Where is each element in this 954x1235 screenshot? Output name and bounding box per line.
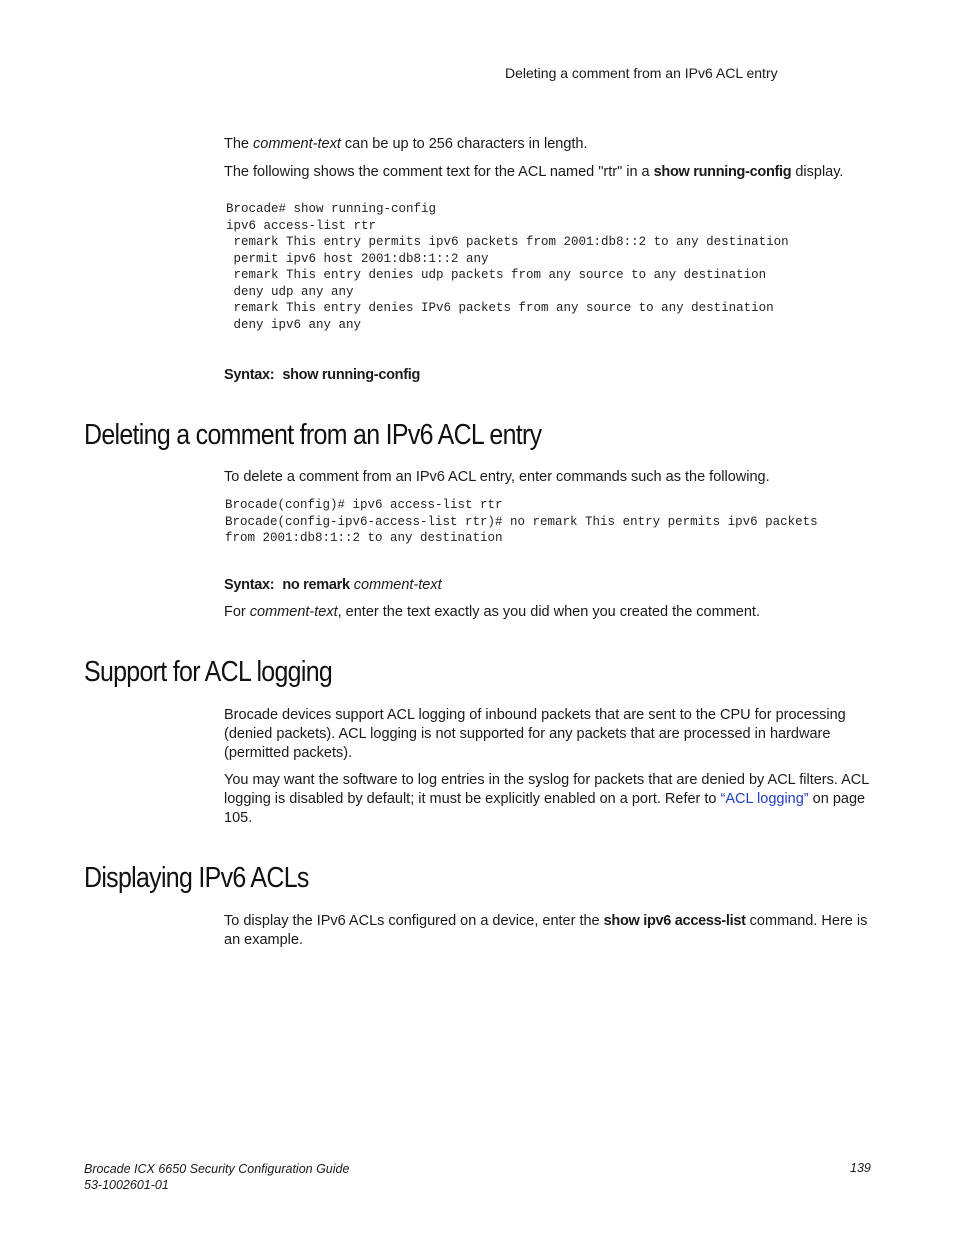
code-line: from 2001:db8:1::2 to any destination: [225, 531, 503, 545]
syntax-no-remark: [224, 576, 442, 595]
section-heading-acl-logging: Support for ACL logging: [84, 656, 333, 688]
intro-p2-command: show running-config: [653, 164, 792, 180]
syntax-argument: comment-text: [353, 577, 442, 593]
intro-p1-pre: The: [224, 136, 254, 152]
syntax-command: show running-config: [282, 367, 421, 383]
display-paragraph-1: [224, 912, 872, 950]
logging-paragraph-1: Brocade devices support ACL logging of inbound packets that are sent to the CPU for processing (denied packets). ACL logging is not supported for any packets that are processed in hardware (permitted packets).: [224, 707, 846, 761]
acl-logging-link[interactable]: “ACL logging”: [720, 791, 809, 807]
display-p1-command: show ipv6 access-list: [603, 913, 746, 929]
display-p1-pre: To display the IPv6 ACLs configured on a device, enter the: [224, 913, 604, 929]
syntax-label: Syntax:: [224, 367, 275, 383]
code-line: permit ipv6 host 2001:db8:1::2 any: [226, 251, 489, 266]
intro-p1-post: can be up to 256 characters in length.: [340, 136, 588, 152]
delete-paragraph-2: [224, 603, 760, 622]
code-line: deny ipv6 any any: [226, 317, 362, 332]
code-line: Brocade(config-ipv6-access-list rtr)# no remark This entry permits ipv6 packets: [225, 514, 818, 529]
delete-p2-pre: For: [224, 604, 250, 620]
delete-p2-post: , enter the text exactly as you did when you created the comment.: [337, 604, 760, 620]
footer-doc-title: Brocade ICX 6650 Security Configuration Guide: [84, 1162, 350, 1176]
footer-document-info: [84, 1161, 349, 1193]
intro-paragraph-1: [224, 135, 588, 154]
delete-paragraph-1: To delete a comment from an IPv6 ACL entry, enter commands such as the following.: [224, 469, 770, 485]
syntax-label: Syntax:: [224, 577, 275, 593]
display-p1-post: command. Here is an example.: [224, 913, 868, 948]
code-line: remark This entry denies IPv6 packets from any source to any destination: [226, 301, 774, 315]
code-line: deny udp any any: [226, 284, 354, 299]
intro-p2-post: display.: [791, 164, 844, 180]
syntax-show-running-config: [224, 366, 420, 385]
section-heading-deleting-comment: Deleting a comment from an IPv6 ACL entry: [84, 419, 542, 451]
code-line: remark This entry denies udp packets from any source to any destination: [226, 268, 767, 282]
section-heading-displaying-acls: Displaying IPv6 ACLs: [84, 862, 309, 894]
code-block-running-config: [226, 201, 789, 333]
running-header: Deleting a comment from an IPv6 ACL entry: [505, 65, 778, 81]
intro-paragraph-2: [224, 163, 843, 182]
footer-doc-number: 53-1002601-01: [84, 1178, 169, 1192]
footer-page-number: 139: [850, 1161, 871, 1175]
intro-p1-term: comment-text: [253, 136, 341, 152]
logging-p2-post: on page 105.: [224, 791, 866, 826]
code-line: ipv6 access-list rtr: [226, 218, 377, 233]
logging-p2-pre: You may want the software to log entries in the syslog for packets that are denied by ACL filters. ACL logging is disabled by default; it must be explicitly enabled on a port. Refer to: [224, 772, 869, 807]
delete-p2-term: comment-text: [249, 604, 338, 620]
code-line: Brocade(config)# ipv6 access-list rtr: [225, 498, 503, 512]
syntax-command: no remark: [282, 577, 350, 593]
intro-p2-pre: The following shows the comment text for the ACL named "rtr" in a: [224, 164, 654, 180]
code-line: Brocade# show running-config: [226, 202, 437, 216]
logging-paragraph-2: [224, 771, 872, 828]
code-block-no-remark: [225, 497, 818, 547]
code-line: remark This entry permits ipv6 packets from 2001:db8::2 to any destination: [226, 235, 789, 249]
